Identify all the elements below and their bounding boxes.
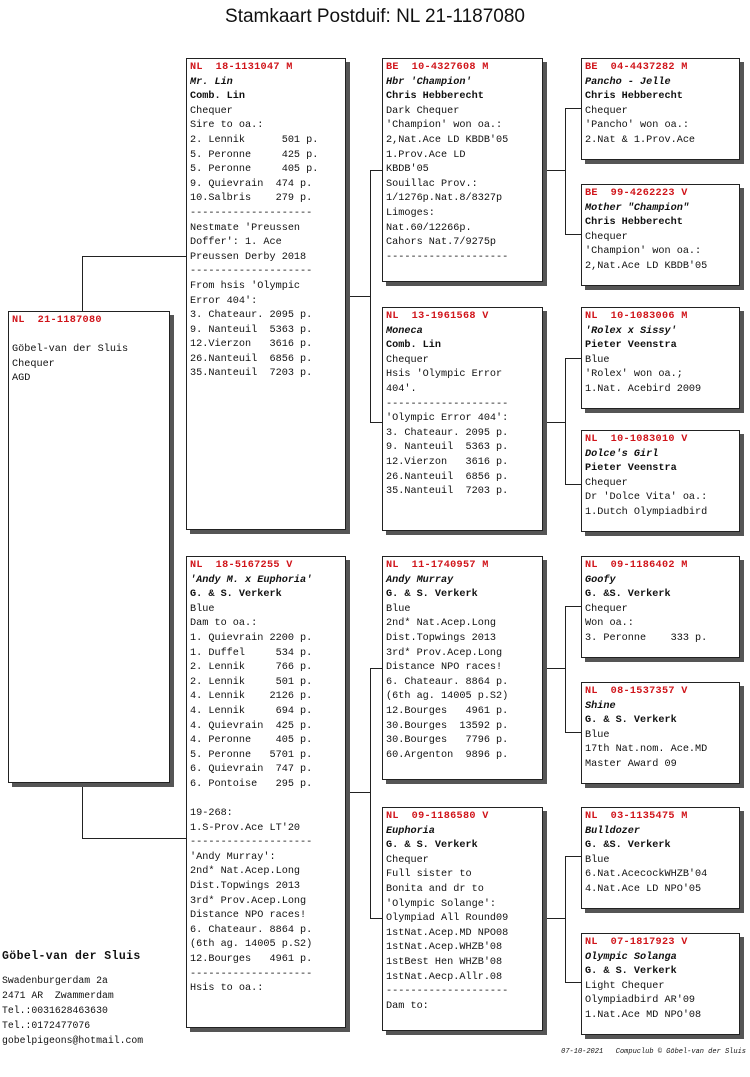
great-grandparent-card[interactable] bbox=[581, 184, 740, 286]
info-line bbox=[190, 793, 342, 808]
connector-line bbox=[565, 856, 581, 857]
info-line: 6. Pontoise 295 p. bbox=[190, 778, 313, 790]
info-line: 1.S-Prov.Ace LT'20 bbox=[190, 822, 301, 834]
pigeon-name: Hbr 'Champion' bbox=[386, 76, 472, 88]
info-line: Souillac Prov.: bbox=[386, 178, 478, 190]
info-line: Blue bbox=[585, 354, 610, 366]
info-line: 6. Quievrain 747 p. bbox=[190, 764, 313, 776]
connector-line bbox=[565, 358, 581, 359]
info-line: 9. Nanteuil 5363 p. bbox=[386, 442, 509, 454]
info-line: 5. Peronne 425 p. bbox=[190, 149, 319, 161]
info-line: 5. Peronne 405 p. bbox=[190, 164, 319, 176]
breeder-name: Chris Hebberecht bbox=[386, 91, 484, 103]
connector-line bbox=[370, 170, 371, 422]
info-line: 4.Nat.Ace LD NPO'05 bbox=[585, 883, 702, 895]
owner-address bbox=[2, 950, 143, 1048]
info-line: 'Rolex' won oa.; bbox=[585, 369, 683, 381]
connector-line bbox=[543, 668, 565, 669]
info-line: 1stNat.Acep.MD NPO08 bbox=[386, 927, 509, 939]
info-line: 1.Nat.Ace MD NPO'08 bbox=[585, 1009, 702, 1021]
connector-line bbox=[370, 668, 371, 918]
great-grandparent-card[interactable] bbox=[581, 307, 740, 409]
connector-line bbox=[565, 108, 566, 234]
info-line: Olympiad All Round09 bbox=[386, 913, 509, 925]
info-line: 9. Quievrain 474 p. bbox=[190, 178, 313, 190]
grandsire-maternal-card[interactable] bbox=[382, 556, 543, 780]
info-line: 2. Lennik 501 p. bbox=[190, 134, 319, 146]
info-line: Error 404': bbox=[190, 295, 258, 307]
address-line: Swadenburgerdam 2a bbox=[2, 975, 108, 986]
info-line: 3. Chateaur. 2095 p. bbox=[190, 310, 313, 322]
info-line: Chequer bbox=[12, 358, 55, 370]
connector-line bbox=[565, 606, 566, 732]
info-line: 2,Nat.Ace LD KBDB'05 bbox=[386, 134, 509, 146]
info-line: 'Olympic Solange': bbox=[386, 898, 497, 910]
info-line: 6.Nat.AcecockWHZB'04 bbox=[585, 869, 708, 881]
owner-name: Göbel-van der Sluis bbox=[2, 950, 141, 963]
info-line: 12.Vierzon 3616 p. bbox=[190, 339, 313, 351]
info-line: KBDB'05 bbox=[386, 164, 429, 176]
pigeon-name: Bulldozer bbox=[585, 825, 641, 837]
info-line: -------------------- bbox=[190, 266, 313, 278]
pigeon-name: Shine bbox=[585, 700, 616, 712]
info-line: 60.Argenton 9896 p. bbox=[386, 749, 509, 761]
connector-line bbox=[82, 838, 186, 839]
info-line: Blue bbox=[585, 729, 610, 741]
breeder-name: Pieter Veenstra bbox=[585, 463, 677, 475]
info-line: -------------------- bbox=[190, 837, 313, 849]
info-line: Bonita and dr to bbox=[386, 883, 484, 895]
info-line: Chequer bbox=[386, 854, 429, 866]
ring-number: NL 18-5167255 V bbox=[190, 560, 293, 571]
info-line: 'Andy Murray': bbox=[190, 851, 276, 863]
ring-number: BE 04-4437282 M bbox=[585, 62, 688, 73]
granddam-maternal-card[interactable] bbox=[382, 807, 543, 1031]
info-line: Light Chequer bbox=[585, 980, 665, 992]
pigeon-name: Mother "Champion" bbox=[585, 202, 689, 214]
info-line: 2. Lennik 501 p. bbox=[190, 676, 313, 688]
breeder-name: G. &S. Verkerk bbox=[585, 840, 671, 852]
info-line: Distance NPO races! bbox=[190, 910, 307, 922]
info-line: 5. Peronne 5701 p. bbox=[190, 749, 313, 761]
info-line: 30.Bourges 13592 p. bbox=[386, 720, 509, 732]
info-line: 30.Bourges 7796 p. bbox=[386, 735, 509, 747]
dam-card[interactable] bbox=[186, 556, 346, 1028]
info-line: 12.Bourges 4961 p. bbox=[386, 705, 509, 717]
ring-number: NL 13-1961568 V bbox=[386, 311, 489, 322]
breeder-name: G. & S. Verkerk bbox=[386, 840, 478, 852]
info-line: Blue bbox=[190, 603, 215, 615]
great-grandparent-card[interactable] bbox=[581, 807, 740, 909]
info-line: 2.Nat & 1.Prov.Ace bbox=[585, 134, 696, 146]
connector-line bbox=[370, 422, 382, 423]
info-line: 9. Nanteuil 5363 p. bbox=[190, 324, 313, 336]
connector-line bbox=[82, 256, 186, 257]
ring-number: BE 99-4262223 V bbox=[585, 188, 688, 199]
info-line: 1.Nat. Acebird 2009 bbox=[585, 383, 702, 395]
pigeon-name: Moneca bbox=[386, 325, 423, 337]
info-line: Nestmate 'Preussen bbox=[190, 222, 301, 234]
ring-number: NL 09-1186580 V bbox=[386, 811, 489, 822]
ring-number: NL 18-1131047 M bbox=[190, 62, 293, 73]
info-line: 4. Lennik 694 p. bbox=[190, 705, 313, 717]
info-line: 3. Chateaur. 2095 p. bbox=[386, 427, 509, 439]
info-line: 12.Vierzon 3616 p. bbox=[386, 456, 509, 468]
connector-line bbox=[543, 918, 565, 919]
ring-number: BE 10-4327608 M bbox=[386, 62, 489, 73]
info-line: Blue bbox=[386, 603, 411, 615]
pigeon-name: Euphoria bbox=[386, 825, 435, 837]
info-line: -------------------- bbox=[386, 251, 509, 263]
page-title: Stamkaart Postduif: NL 21-1187080 bbox=[225, 6, 525, 27]
breeder-name: Comb. Lin bbox=[386, 340, 442, 352]
info-line: 2,Nat.Ace LD KBDB'05 bbox=[585, 260, 708, 272]
pigeon-name: 'Andy M. x Euphoria' bbox=[190, 574, 313, 586]
connector-line bbox=[370, 668, 382, 669]
great-grandparent-card[interactable] bbox=[581, 430, 740, 532]
info-line: (6th ag. 14005 p.S2) bbox=[386, 691, 509, 703]
info-line: Master Award 09 bbox=[585, 758, 677, 770]
info-line: Dam to: bbox=[386, 1000, 429, 1012]
info-line: 26.Nanteuil 6856 p. bbox=[190, 353, 313, 365]
info-line: 1.Prov.Ace LD bbox=[386, 149, 466, 161]
info-line: Dist.Topwings 2013 bbox=[386, 632, 497, 644]
info-line: Distance NPO races! bbox=[386, 662, 503, 674]
info-line: (6th ag. 14005 p.S2) bbox=[190, 939, 313, 951]
email-line: gobelpigeons@hotmail.com bbox=[2, 1035, 144, 1046]
great-grandparent-card[interactable] bbox=[581, 58, 740, 160]
great-grandparent-card[interactable] bbox=[581, 933, 740, 1035]
breeder-name: Chris Hebberecht bbox=[585, 91, 683, 103]
info-line: Chequer bbox=[585, 603, 628, 615]
info-line: AGD bbox=[12, 373, 31, 385]
pigeon-name: Andy Murray bbox=[386, 574, 454, 586]
info-line: 1stNat.Aecp.Allr.08 bbox=[386, 971, 503, 983]
subject-pigeon-card[interactable] bbox=[8, 311, 170, 783]
ring-number: NL 07-1817923 V bbox=[585, 937, 688, 948]
info-line: 3. Peronne 333 p. bbox=[585, 632, 708, 644]
info-line: From hsis 'Olympic bbox=[190, 280, 301, 292]
breeder-name: G. & S. Verkerk bbox=[190, 589, 282, 601]
info-line: Chequer bbox=[585, 477, 628, 489]
info-line: 1stNat.Acep.WHZB'08 bbox=[386, 942, 503, 954]
connector-line bbox=[565, 606, 581, 607]
connector-line bbox=[82, 256, 83, 314]
info-line: Dist.Topwings 2013 bbox=[190, 881, 301, 893]
info-line: Won oa.: bbox=[585, 618, 634, 630]
info-line: 26.Nanteuil 6856 p. bbox=[386, 471, 509, 483]
connector-line bbox=[565, 108, 581, 109]
info-line: Göbel-van der Sluis bbox=[12, 344, 129, 356]
info-line: Nat.60/12266p. bbox=[386, 222, 472, 234]
connector-line bbox=[565, 732, 581, 733]
info-line: Olympiadbird AR'09 bbox=[585, 995, 696, 1007]
info-line: Dark Chequer bbox=[386, 105, 460, 117]
info-line: 3rd* Prov.Acep.Long bbox=[386, 647, 503, 659]
connector-line bbox=[543, 422, 565, 423]
info-line: 6. Chateaur. 8864 p. bbox=[190, 924, 313, 936]
info-line: 'Champion' won oa.: bbox=[585, 246, 702, 258]
info-line: 10.Salbris 279 p. bbox=[190, 193, 313, 205]
connector-line bbox=[565, 358, 566, 484]
info-line: 17th Nat.nom. Ace.MD bbox=[585, 744, 708, 756]
pigeon-name: Dolce's Girl bbox=[585, 448, 659, 460]
great-grandparent-card[interactable] bbox=[581, 556, 740, 658]
breeder-name: G. & S. Verkerk bbox=[585, 966, 677, 978]
info-line: 12.Bourges 4961 p. bbox=[190, 954, 313, 966]
info-line: 2nd* Nat.Acep.Long bbox=[386, 618, 497, 630]
connector-line bbox=[543, 170, 565, 171]
info-line: 'Champion' won oa.: bbox=[386, 120, 503, 132]
ring-number: NL 21-1187080 bbox=[12, 315, 102, 326]
pigeon-name: 'Rolex x Sissy' bbox=[585, 325, 677, 337]
info-line: Sire to oa.: bbox=[190, 120, 264, 132]
info-line: 19-268: bbox=[190, 808, 233, 820]
breeder-name: Pieter Veenstra bbox=[585, 340, 677, 352]
info-line: 3rd* Prov.Acep.Long bbox=[190, 895, 307, 907]
connector-line bbox=[565, 234, 581, 235]
connector-line bbox=[82, 780, 83, 838]
sire-card[interactable] bbox=[186, 58, 346, 530]
info-line: Blue bbox=[585, 854, 610, 866]
info-line: Chequer bbox=[386, 354, 429, 366]
info-line: Hsis 'Olympic Error bbox=[386, 369, 503, 381]
phone-line: Tel.:0031628463630 bbox=[2, 1005, 108, 1016]
info-line: 1.Dutch Olympiadbird bbox=[585, 506, 708, 518]
breeder-name: Chris Hebberecht bbox=[585, 217, 683, 229]
breeder-name: G. & S. Verkerk bbox=[386, 589, 478, 601]
info-line: 35.Nanteuil 7203 p. bbox=[386, 486, 509, 498]
connector-line bbox=[565, 484, 581, 485]
grandsire-paternal-card[interactable] bbox=[382, 58, 543, 282]
info-line: -------------------- bbox=[190, 207, 313, 219]
breeder-name: G. &S. Verkerk bbox=[585, 589, 671, 601]
connector-line bbox=[565, 982, 581, 983]
info-line: 2nd* Nat.Acep.Long bbox=[190, 866, 301, 878]
pigeon-name: Pancho - Jelle bbox=[585, 76, 671, 88]
info-line: 'Pancho' won oa.: bbox=[585, 120, 689, 132]
ring-number: NL 10-1083006 M bbox=[585, 311, 688, 322]
info-line: 404'. bbox=[386, 383, 417, 395]
breeder-name: G. & S. Verkerk bbox=[585, 715, 677, 727]
info-line: -------------------- bbox=[386, 398, 509, 410]
info-line: -------------------- bbox=[190, 968, 313, 980]
info-line: Chequer bbox=[585, 231, 628, 243]
connector-line bbox=[370, 170, 382, 171]
pigeon-name: Mr. Lin bbox=[190, 76, 233, 88]
info-line: 6. Chateaur. 8864 p. bbox=[386, 676, 509, 688]
connector-line bbox=[346, 296, 370, 297]
info-line bbox=[12, 329, 166, 344]
info-line: 2. Lennik 766 p. bbox=[190, 662, 313, 674]
ring-number: NL 09-1186402 M bbox=[585, 560, 688, 571]
info-line: 4. Quievrain 425 p. bbox=[190, 720, 313, 732]
info-line: Limoges: bbox=[386, 207, 435, 219]
info-line: 1stBest Hen WHZB'08 bbox=[386, 956, 503, 968]
info-line: 35.Nanteuil 7203 p. bbox=[190, 368, 313, 380]
info-line: Chequer bbox=[585, 105, 628, 117]
ring-number: NL 03-1135475 M bbox=[585, 811, 688, 822]
info-line: Hsis to oa.: bbox=[190, 983, 264, 995]
info-line: 'Olympic Error 404': bbox=[386, 413, 509, 425]
info-line: 1/1276p.Nat.8/8327p bbox=[386, 193, 503, 205]
info-line: Chequer bbox=[190, 105, 233, 117]
info-line: 1. Quievrain 2200 p. bbox=[190, 632, 313, 644]
pigeon-name: Goofy bbox=[585, 574, 616, 586]
breeder-name: Comb. Lin bbox=[190, 91, 246, 103]
connector-line bbox=[370, 918, 382, 919]
info-line: Cahors Nat.7/9275p bbox=[386, 237, 497, 249]
granddam-paternal-card[interactable] bbox=[382, 307, 543, 531]
info-line: 4. Lennik 2126 p. bbox=[190, 691, 313, 703]
pigeon-name: Olympic Solanga bbox=[585, 951, 677, 963]
phone-line: Tel.:0172477076 bbox=[2, 1020, 91, 1031]
connector-line bbox=[346, 792, 370, 793]
footer-credit: 07-10-2021 Compuclub © Göbel-van der Sluis bbox=[561, 1048, 746, 1056]
info-line: -------------------- bbox=[386, 986, 509, 998]
ring-number: NL 08-1537357 V bbox=[585, 686, 688, 697]
info-line: Preussen Derby 2018 bbox=[190, 251, 307, 263]
info-line: Full sister to bbox=[386, 869, 472, 881]
connector-line bbox=[565, 856, 566, 982]
info-line: Dam to oa.: bbox=[190, 618, 258, 630]
info-line: 1. Duffel 534 p. bbox=[190, 647, 313, 659]
great-grandparent-card[interactable] bbox=[581, 682, 740, 784]
address-line: 2471 AR Zwammerdam bbox=[2, 990, 114, 1001]
info-line: Doffer': 1. Ace bbox=[190, 237, 282, 249]
ring-number: NL 10-1083010 V bbox=[585, 434, 688, 445]
ring-number: NL 11-1740957 M bbox=[386, 560, 489, 571]
info-line: 4. Peronne 405 p. bbox=[190, 735, 313, 747]
info-line: Dr 'Dolce Vita' oa.: bbox=[585, 492, 708, 504]
